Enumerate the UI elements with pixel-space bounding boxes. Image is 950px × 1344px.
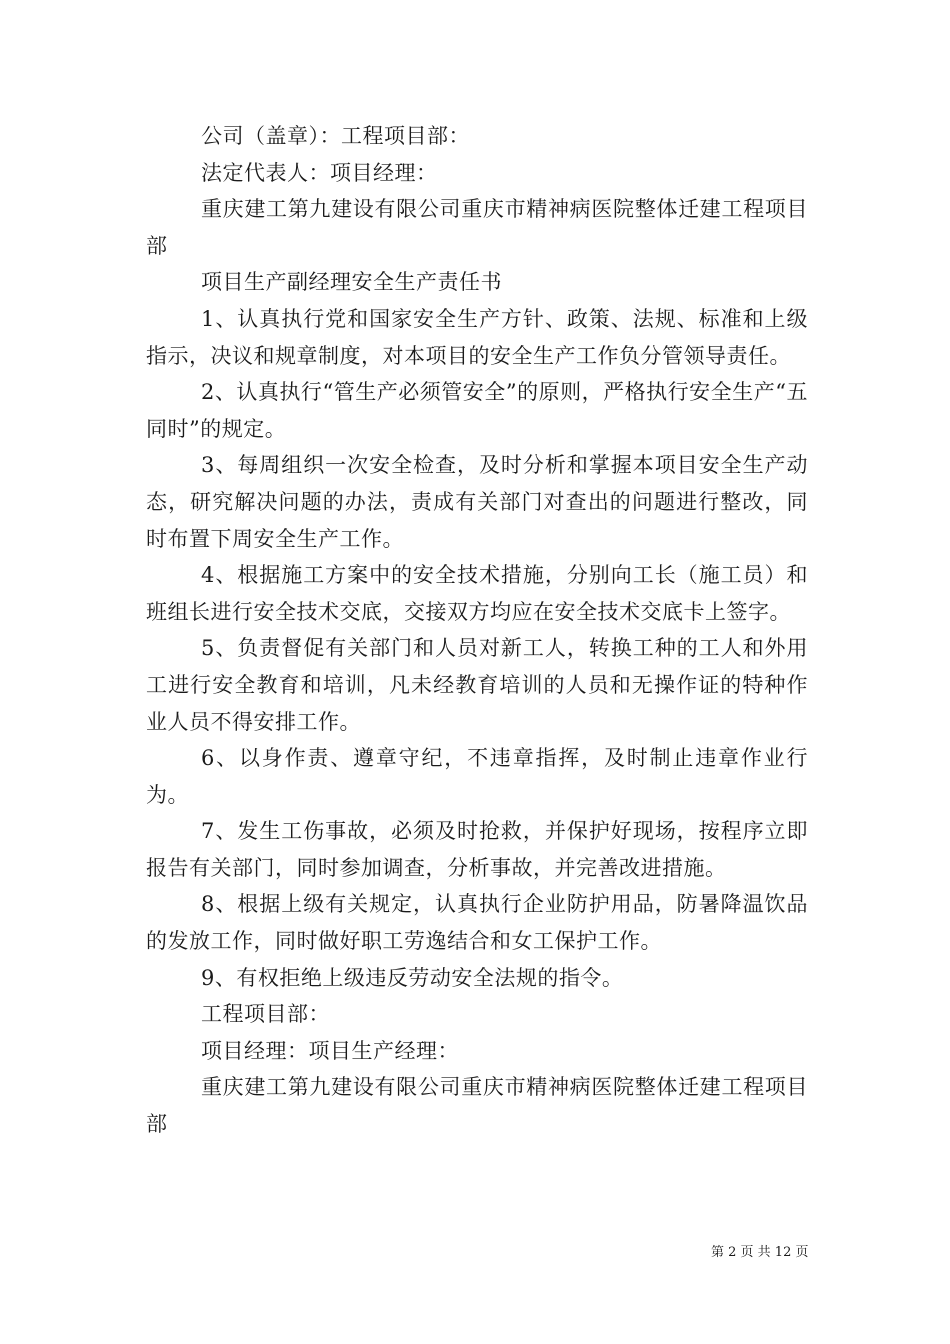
signature-managers: 项目经理：项目生产经理： [201,1038,459,1063]
clause-8: 8、根据上级有关规定，认真执行企业防护用品，防暑降温饮品的发放工作，同时做好职工劳逸结合和女工保护工作。 [146,892,808,954]
clause-9: 9、有权拒绝上级违反劳动安全法规的指令。 [201,965,624,990]
clause-5: 5、负责督促有关部门和人员对新工人，转换工种的工人和外用工进行安全教育和培训，凡未经教育培训的人员和无操作证的特种作业人员不得安排工作。 [146,636,808,734]
signature-company-project: 重庆建工第九建设有限公司重庆市精神病医院整体迁建工程项目部 [146,1075,808,1137]
clause-7: 7、发生工伤事故，必须及时抢救，并保护好现场，按程序立即报告有关部门，同时参加调查，分析事故，并完善改进措施。 [146,819,808,880]
clause-4: 4、根据施工方案中的安全技术措施，分别向工长（施工员）和班组长进行安全技术交底，交接双方均应在安全技术交底卡上签字。 [146,563,808,624]
clause-6: 6、以身作责、遵章守纪，不违章指挥，及时制止违章作业行为。 [146,746,808,807]
section-title: 项目生产副经理安全生产责任书 [201,270,502,295]
paragraph-project-department: 重庆建工第九建设有限公司重庆市精神病医院整体迁建工程项目部 [146,197,808,258]
document-body [146,118,808,1143]
signature-project-department: 工程项目部： [201,1002,330,1027]
paragraph-company-seal: 公司（盖章）：工程项目部： [201,124,470,148]
clause-2: 2、认真执行“管生产必须管安全”的原则，严格执行安全生产“五同时”的规定。 [146,380,808,441]
page-number: 第 2 页 共 12 页 [711,1245,809,1260]
clause-3: 3、每周组织一次安全检查，及时分析和掌握本项目安全生产动态，研究解决问题的办法，责成有关部门对查出的问题进行整改，同时布置下周安全生产工作。 [146,453,808,551]
paragraph-legal-representative: 法定代表人：项目经理： [201,160,438,185]
clause-1: 1、认真执行党和国家安全生产方针、政策、法规、标准和上级指示，决议和规章制度，对本项目的安全生产工作负分管领导责任。 [146,306,808,368]
